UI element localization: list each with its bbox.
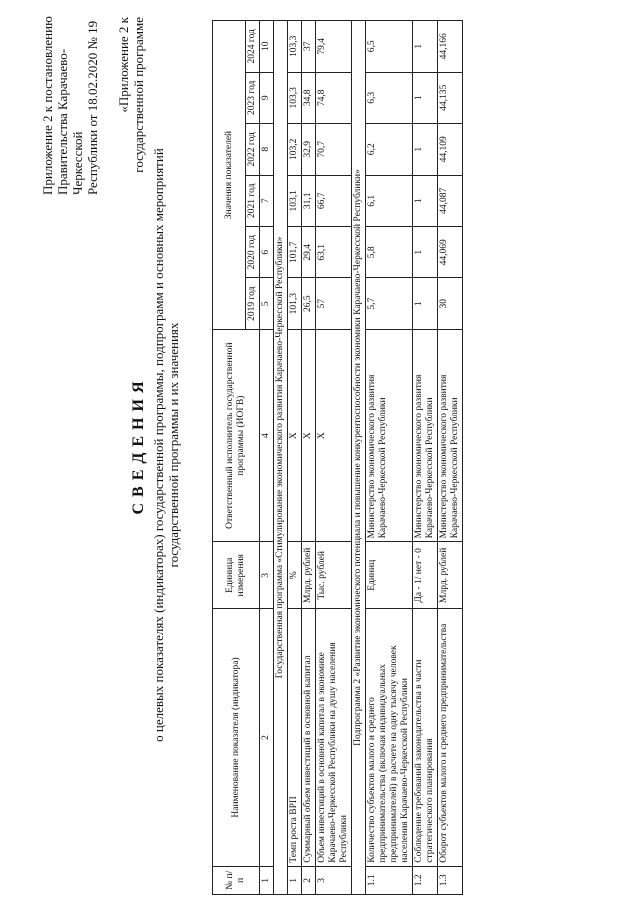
row-value: 6,3 bbox=[366, 72, 413, 123]
appendix-line: Правительства Карачаево-Черкесской bbox=[55, 48, 85, 195]
appendix-header bbox=[40, 15, 100, 195]
column-index-row bbox=[260, 21, 274, 895]
title-subtitle: государственной программы и их значениях bbox=[166, 322, 181, 568]
section-row bbox=[352, 21, 366, 895]
row-unit: Единиц bbox=[366, 542, 413, 609]
row-unit: % bbox=[288, 542, 302, 609]
row-value: 44,087 bbox=[438, 175, 463, 226]
row-executor: X bbox=[302, 329, 316, 541]
row-executor: Министерство экономического развития Карачаево-Черкесской Республики bbox=[366, 329, 413, 541]
document-title bbox=[130, 115, 181, 775]
row-executor: X bbox=[316, 329, 352, 541]
header-year: 2021 год bbox=[246, 175, 260, 226]
row-value: 70,7 bbox=[316, 124, 352, 175]
row-value: 44,166 bbox=[438, 21, 463, 73]
row-name: Суммарный объем инвестиций в основной капитал bbox=[302, 609, 316, 866]
row-value: 101,7 bbox=[288, 227, 302, 278]
row-value: 44,109 bbox=[438, 124, 463, 175]
row-value: 103,1 bbox=[288, 175, 302, 226]
row-value: 57 bbox=[316, 278, 352, 329]
row-value: 1 bbox=[413, 227, 438, 278]
row-num: 2 bbox=[302, 866, 316, 894]
section-title: Подпрограмма 2 «Развитие экономического потенциала и повышение конкурентоспособности экономики Карачаево-Черкесской Республики» bbox=[352, 21, 366, 895]
row-value: 63,1 bbox=[316, 227, 352, 278]
row-unit: Млрд. рублей bbox=[438, 542, 463, 609]
row-value: 30 bbox=[438, 278, 463, 329]
header-executor: Ответственный исполнитель государственной программы (ИОГВ) bbox=[213, 329, 260, 541]
row-value: 31,1 bbox=[302, 175, 316, 226]
header-year: 2022 год bbox=[246, 124, 260, 175]
row-value: 101,3 bbox=[288, 278, 302, 329]
column-index: 6 bbox=[260, 227, 274, 278]
row-unit: Тыс. рублей bbox=[316, 542, 352, 609]
row-num: 1.1 bbox=[366, 866, 413, 894]
row-num: 1.2 bbox=[413, 866, 438, 894]
row-value: 74,8 bbox=[316, 72, 352, 123]
row-value: 1 bbox=[413, 124, 438, 175]
program-appendix-line: «Приложение 2 к bbox=[116, 17, 131, 113]
indicators-table bbox=[212, 20, 463, 895]
row-name: Соблюдение требований законодательства в части стратегического планирования bbox=[413, 609, 438, 866]
column-index: 3 bbox=[260, 542, 274, 609]
row-value: 37 bbox=[302, 21, 316, 73]
table-row bbox=[316, 21, 352, 895]
column-index: 5 bbox=[260, 278, 274, 329]
row-name: Объем инвестиций в основной капитал в экономике Карачаево-Черкесской Республики на душу населения Республики bbox=[316, 609, 352, 866]
row-unit: Да - 1/ нет - 0 bbox=[413, 542, 438, 609]
section-title: Государственная программа «Стимулирование экономического развития Карачаево-Черкесской Республики» bbox=[274, 21, 288, 895]
title-subtitle: о целевых показателях (индикаторах) государственной программы, подпрограмм и основных мероприятий bbox=[151, 148, 166, 742]
row-value: 1 bbox=[413, 175, 438, 226]
row-unit: Млрд. рублей bbox=[302, 542, 316, 609]
column-index: 7 bbox=[260, 175, 274, 226]
row-value: 1 bbox=[413, 72, 438, 123]
row-value: 26,5 bbox=[302, 278, 316, 329]
header-name: Наименование показателя (индикатора) bbox=[213, 609, 260, 866]
row-value: 103,3 bbox=[288, 72, 302, 123]
row-name: Темп роста ВРП bbox=[288, 609, 302, 866]
section-row bbox=[274, 21, 288, 895]
header-year: 2019 год bbox=[246, 278, 260, 329]
column-index: 10 bbox=[260, 21, 274, 73]
table-row bbox=[302, 21, 316, 895]
appendix-line: Приложение 2 к постановлению bbox=[40, 16, 55, 195]
row-value: 5,8 bbox=[366, 227, 413, 278]
row-executor: Министерство экономического развития Карачаево-Черкесской Республики bbox=[438, 329, 463, 541]
table-row bbox=[413, 21, 438, 895]
row-value: 103,3 bbox=[288, 21, 302, 73]
row-value: 1 bbox=[413, 278, 438, 329]
row-value: 44,069 bbox=[438, 227, 463, 278]
header-year: 2020 год bbox=[246, 227, 260, 278]
row-value: 103,2 bbox=[288, 124, 302, 175]
row-value: 79,4 bbox=[316, 21, 352, 73]
row-num: 1.3 bbox=[438, 866, 463, 894]
header-values: Значения показателей bbox=[213, 21, 246, 330]
row-value: 6,5 bbox=[366, 21, 413, 73]
column-index: 2 bbox=[260, 609, 274, 866]
row-value: 5,7 bbox=[366, 278, 413, 329]
header-num: № п/п bbox=[213, 866, 260, 894]
column-index: 4 bbox=[260, 329, 274, 541]
row-name: Количество субъектов малого и среднего предпринимательства (включая индивидуальных предпринимателей) в расчете на одну тысячу человек населения Карачаево-Черкесской Республики bbox=[366, 609, 413, 866]
row-name: Оборот субъектов малого и среднего предпринимательства bbox=[438, 609, 463, 866]
title-main: СВЕДЕНИЯ bbox=[130, 375, 147, 515]
row-num: 3 bbox=[316, 866, 352, 894]
row-value: 32,9 bbox=[302, 124, 316, 175]
column-index: 1 bbox=[260, 866, 274, 894]
table-row bbox=[366, 21, 413, 895]
column-index: 9 bbox=[260, 72, 274, 123]
header-year: 2024 год bbox=[246, 21, 260, 73]
header-unit: Единица измерения bbox=[213, 542, 260, 609]
table-row bbox=[288, 21, 302, 895]
row-value: 1 bbox=[413, 21, 438, 73]
row-value: 6,1 bbox=[366, 175, 413, 226]
row-executor: Министерство экономического развития Карачаево-Черкесской Республики bbox=[413, 329, 438, 541]
row-value: 6,2 bbox=[366, 124, 413, 175]
header-year: 2023 год bbox=[246, 72, 260, 123]
row-num: 1 bbox=[288, 866, 302, 894]
row-value: 66,7 bbox=[316, 175, 352, 226]
row-value: 44,135 bbox=[438, 72, 463, 123]
row-value: 29,4 bbox=[302, 227, 316, 278]
row-executor: X bbox=[288, 329, 302, 541]
appendix-line: Республики от 18.02.2020 № 19 bbox=[85, 20, 100, 195]
table-row bbox=[438, 21, 463, 895]
column-index: 8 bbox=[260, 124, 274, 175]
row-value: 34,8 bbox=[302, 72, 316, 123]
program-appendix-line: государственной программе bbox=[131, 17, 146, 173]
